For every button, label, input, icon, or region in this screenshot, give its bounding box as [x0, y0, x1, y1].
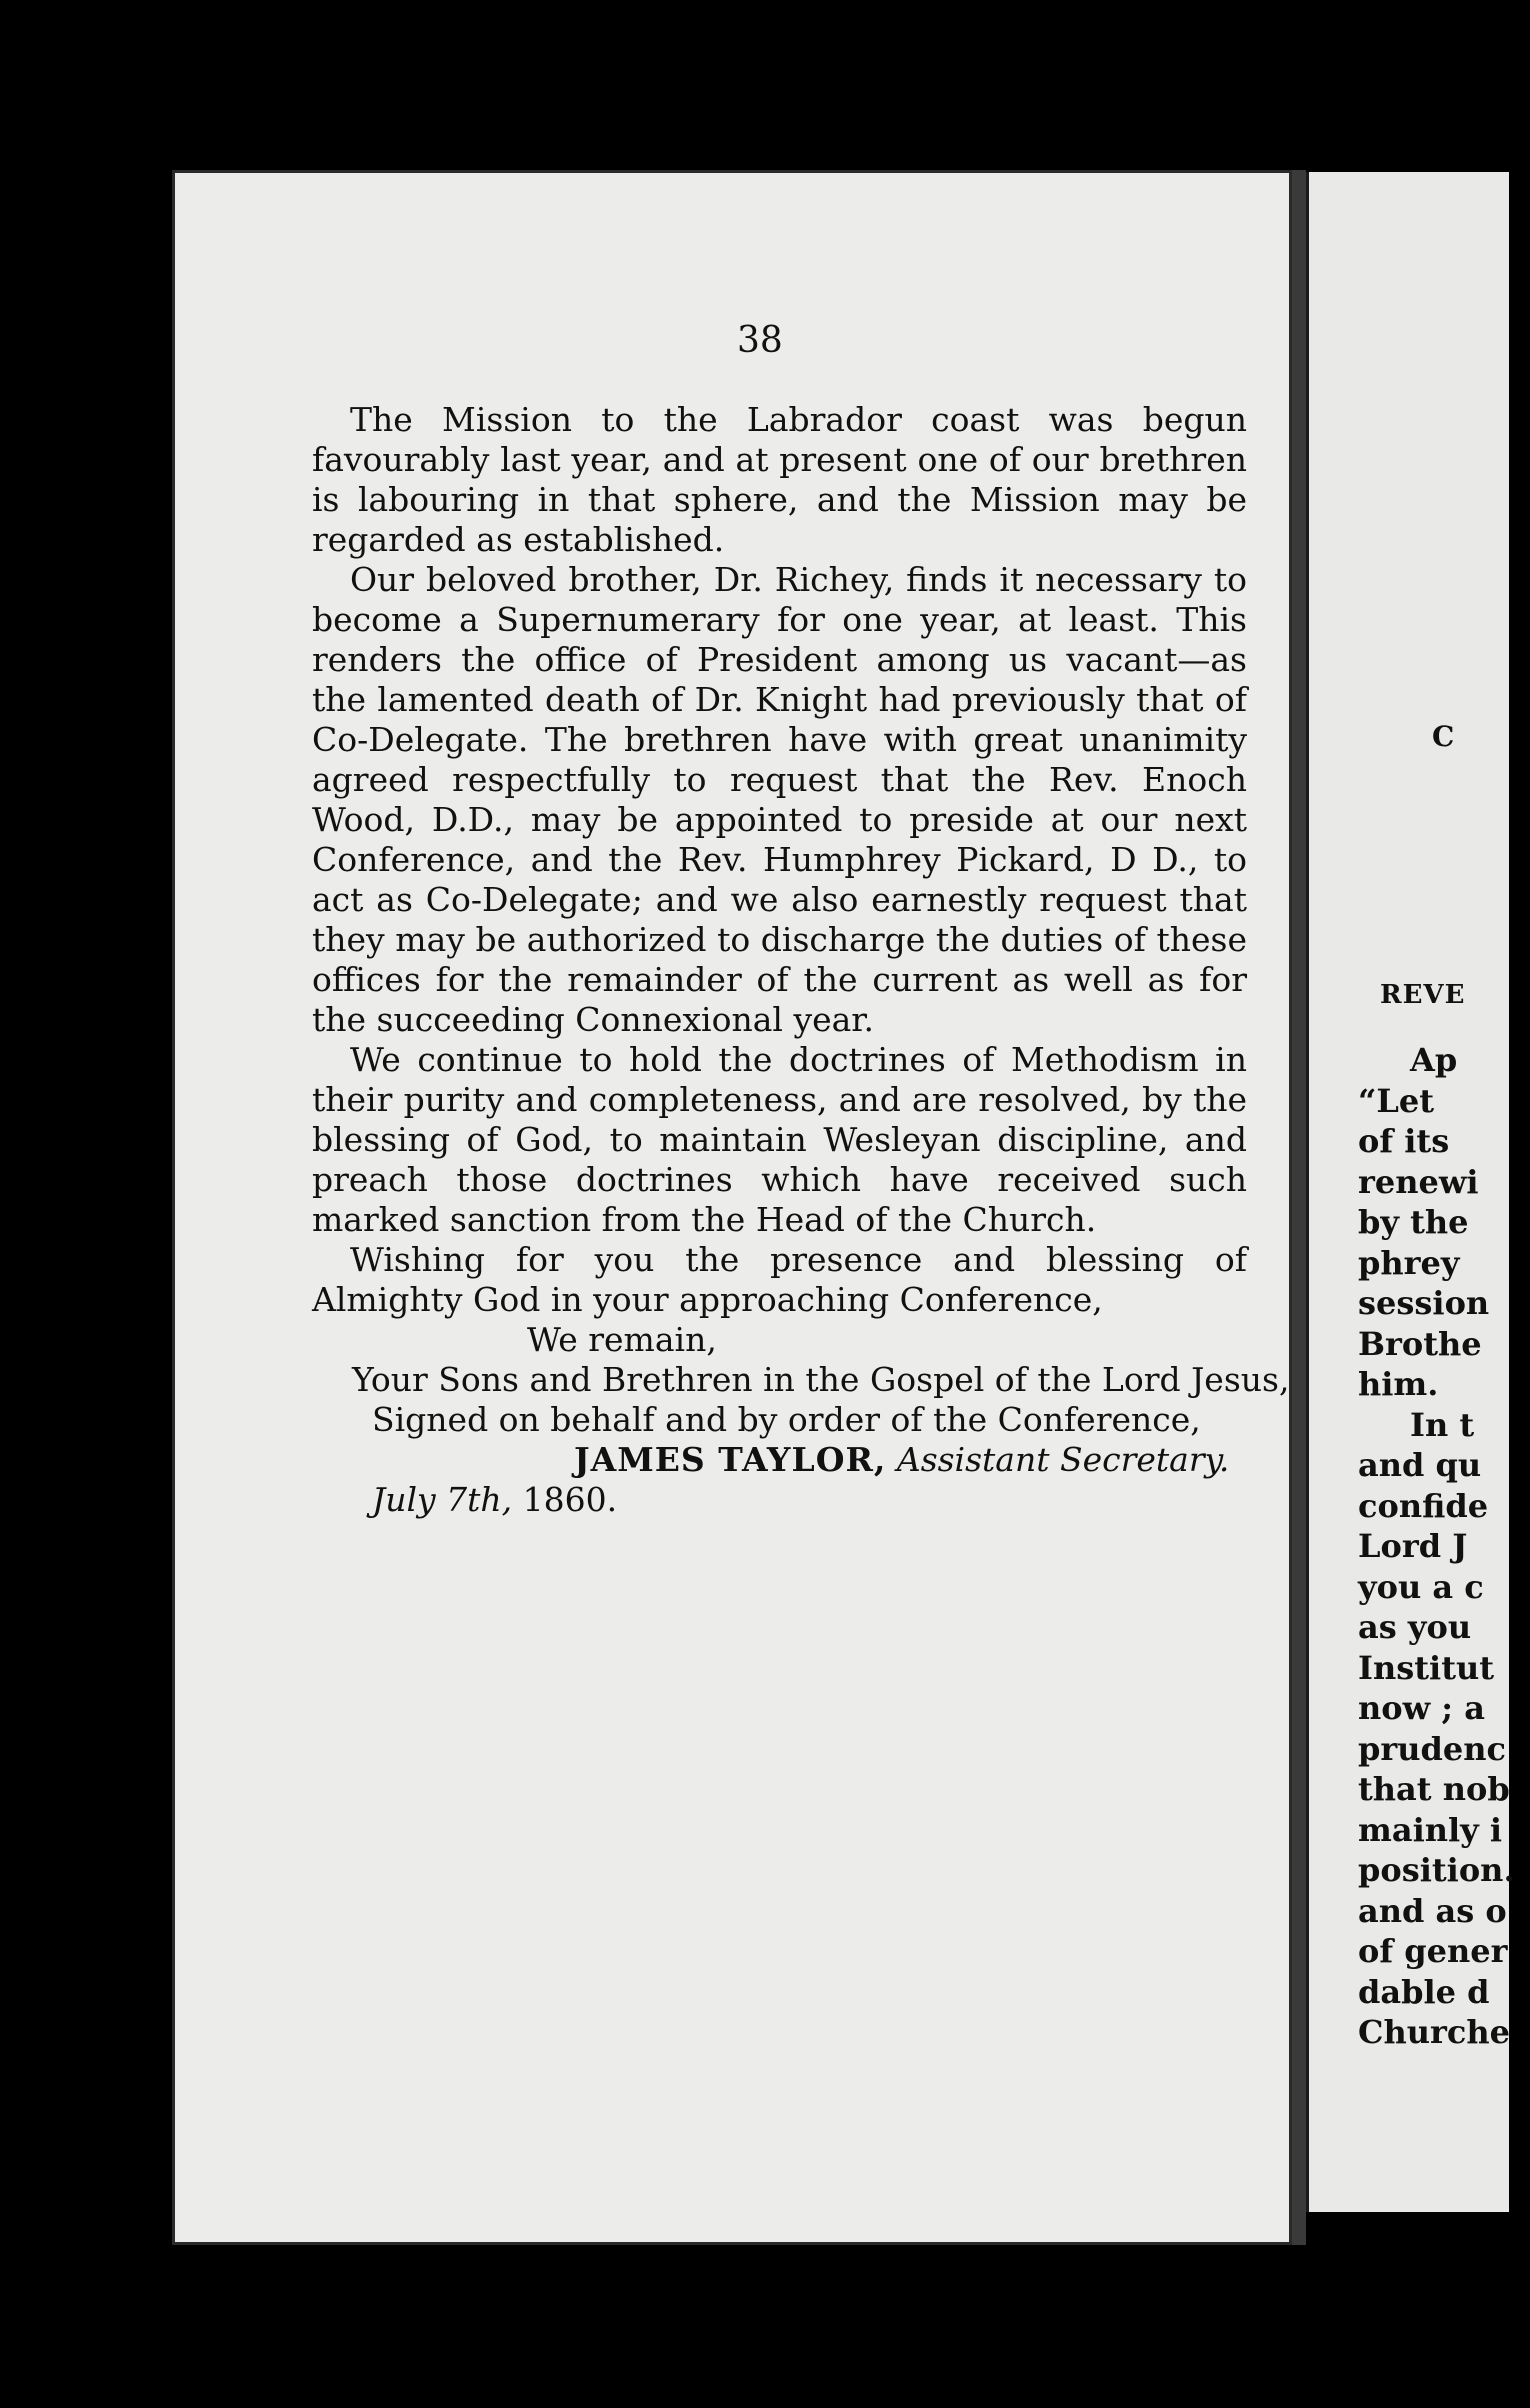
right-page-line: phrey	[1358, 1243, 1460, 1282]
right-page-line: Ap	[1410, 1041, 1458, 1079]
closing-line: Your Sons and Brethren in the Gospel of the Lord Jesus,	[352, 1360, 1290, 1399]
right-page-line: by the	[1358, 1203, 1469, 1241]
right-page-line: In t	[1410, 1405, 1475, 1444]
right-page-line: that nob	[1358, 1770, 1510, 1808]
right-page-line: confide	[1358, 1486, 1489, 1525]
right-page-line: mainly i	[1358, 1810, 1503, 1849]
right-page-line: of gener	[1358, 1932, 1508, 1970]
right-page-heading-fragment: REVE	[1380, 980, 1466, 1010]
right-page-line: as you	[1358, 1608, 1472, 1646]
right-page-line: and as o	[1358, 1891, 1507, 1930]
right-page-line: now ; a	[1358, 1689, 1485, 1727]
signatory-name: JAMES TAYLOR,	[574, 1440, 887, 1479]
book-gutter	[1292, 170, 1306, 2245]
paragraph-labrador: The Mission to the Labrador coast was begun favourably last year, and at present one of our brethren is labouring in that sphere, and the Mission may be regarded as established.	[312, 400, 1247, 559]
paragraph-richey: Our beloved brother, Dr. Richey, finds it necessary to become a Supernumerary for one year, at least. This renders the office of President among us vacant—as the lamented death of Dr. Knight had previously that of Co-Delegate. The brethren have with great unanimity agreed respectfully to request that the Rev. Enoch Wood, D.D., may be appointed to preside at our next Conference, and the Rev. Humphrey Pickard, D D., to act as Co-Delegate; and we also earnestly request that they may be authorized to discharge the duties of these offices for the remainder of the current as well as for the succeeding Connexional year.	[312, 560, 1247, 1039]
right-page-line: Lord J	[1358, 1527, 1468, 1565]
right-page-line: Brothe	[1358, 1324, 1482, 1363]
date-year: 1860.	[522, 1480, 618, 1519]
date-line	[312, 1480, 1247, 1520]
right-page-line: of its	[1358, 1122, 1450, 1160]
right-page-title-fragment: C	[1432, 720, 1455, 753]
page-number: 38	[737, 320, 783, 361]
right-page-line: you a c	[1358, 1567, 1484, 1606]
signed-on-behalf: Signed on behalf and by order of the Conference,	[372, 1400, 1201, 1439]
right-page-line: and qu	[1358, 1446, 1482, 1484]
right-page-line: him.	[1358, 1365, 1439, 1403]
date-day: July 7th,	[372, 1480, 513, 1519]
signature-line	[312, 1440, 1247, 1480]
right-page-line: Churche	[1358, 2013, 1510, 2051]
we-remain: We remain,	[527, 1320, 717, 1359]
paragraph-doctrines: We continue to hold the doctrines of Methodism in their purity and completeness, and are resolved, by the blessing of God, to maintain Wesleyan discipline, and preach those doctrines which have received such marked sanction from the Head of the Church.	[312, 1040, 1247, 1239]
right-page-line: renewi	[1358, 1162, 1479, 1201]
paragraph-wishing: Wishing for you the presence and blessing of Almighty God in your approaching Conference,	[312, 1240, 1247, 1319]
right-page-line: “Let	[1358, 1081, 1435, 1120]
right-page-line: prudenc	[1358, 1729, 1506, 1768]
right-page-line: dable d	[1358, 1972, 1490, 2011]
right-page-line: session	[1358, 1284, 1490, 1322]
signatory-title: Assistant Secretary.	[896, 1440, 1230, 1479]
right-page-line: Institut	[1358, 1648, 1495, 1687]
letter-body	[312, 400, 1290, 1520]
right-page-line: position.	[1358, 1851, 1515, 1889]
